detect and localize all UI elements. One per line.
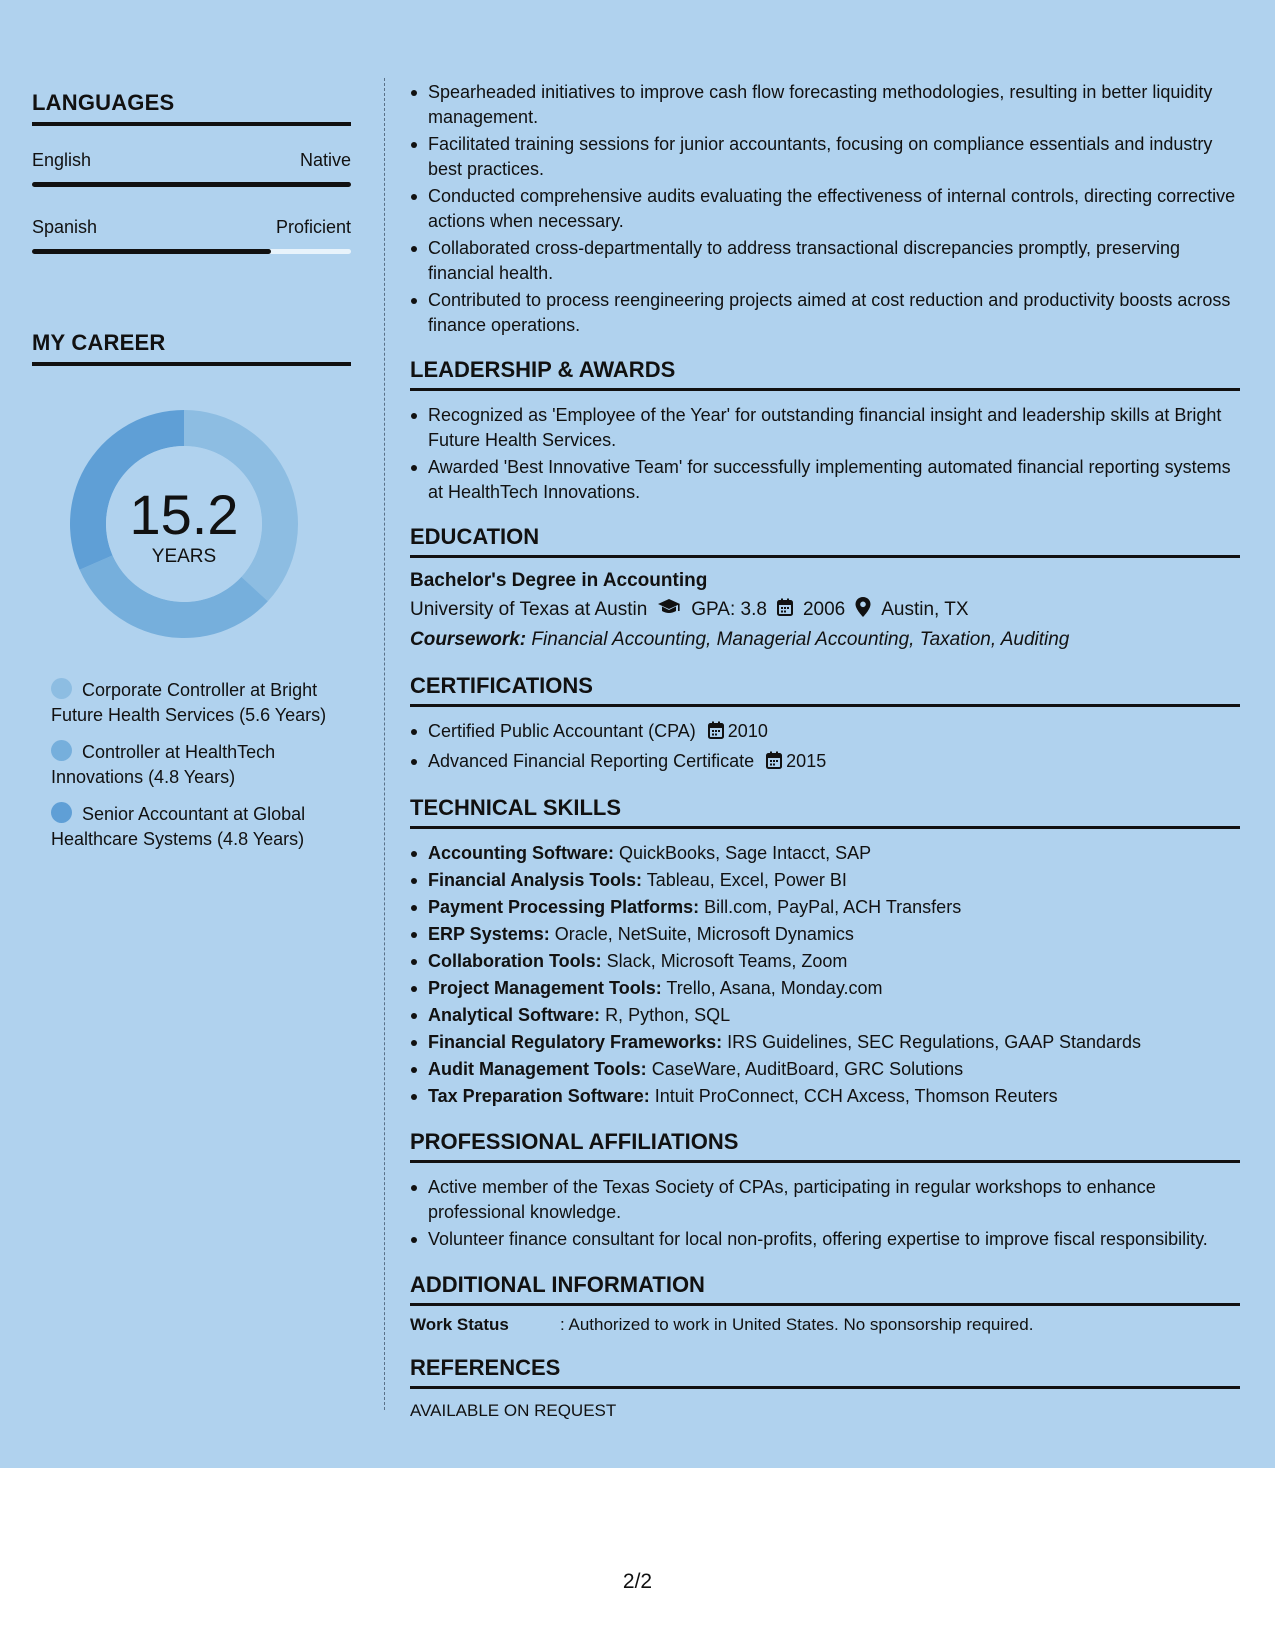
- skill-value: Slack, Microsoft Teams, Zoom: [606, 951, 848, 971]
- certification-item: [410, 719, 1240, 746]
- language-proficiency-fill: [32, 182, 351, 187]
- certifications-section: [410, 673, 1240, 775]
- language-proficiency-bar: [32, 249, 351, 254]
- leadership-item: Recognized as 'Employee of the Year' for outstanding financial insight and leadership skills at Bright Future Health Services.: [410, 403, 1240, 452]
- education-title: EDUCATION: [410, 524, 1240, 558]
- leadership-title: LEADERSHIP & AWARDS: [410, 357, 1240, 391]
- skill-item: [410, 1084, 1240, 1109]
- certification-year: 2010: [727, 721, 768, 741]
- legend-dot-icon: [51, 740, 72, 761]
- skill-label: ERP Systems:: [428, 924, 550, 944]
- skill-item: [410, 922, 1240, 947]
- skills-title: TECHNICAL SKILLS: [410, 795, 1240, 829]
- skill-value: QuickBooks, Sage Intacct, SAP: [619, 843, 872, 863]
- skill-value: Intuit ProConnect, CCH Axcess, Thomson Reuters: [654, 1086, 1058, 1106]
- certification-item: [410, 749, 1240, 776]
- skill-item: [410, 868, 1240, 893]
- graduation-cap-icon: [657, 598, 681, 622]
- right-column: [410, 80, 1240, 1421]
- skill-label: Financial Regulatory Frameworks:: [428, 1032, 723, 1052]
- skill-label: Accounting Software:: [428, 843, 615, 863]
- language-level: Native: [299, 150, 351, 170]
- affiliation-item: Active member of the Texas Society of CPAs, participating in regular workshops to enhance professional knowledge.: [410, 1175, 1240, 1224]
- career-legend-item: [51, 678, 341, 728]
- career-total-unit: YEARS: [151, 546, 217, 567]
- experience-bullet: Spearheaded initiatives to improve cash flow forecasting methodologies, resulting in better liquidity management.: [410, 80, 1240, 129]
- language-proficiency-fill: [32, 249, 271, 254]
- career-donut-chart: [64, 404, 304, 644]
- education-year: 2006: [802, 599, 846, 620]
- experience-bullet: Facilitated training sessions for junior accountants, focusing on compliance essentials and industry best practices.: [410, 132, 1240, 181]
- skill-value: Oracle, NetSuite, Microsoft Dynamics: [554, 924, 854, 944]
- education-coursework: [410, 629, 1240, 651]
- career-legend-item: [51, 802, 341, 852]
- skill-item: [410, 841, 1240, 866]
- certification-year: 2015: [786, 750, 827, 771]
- affiliations-section: [410, 1129, 1240, 1252]
- career-legend: [51, 678, 341, 852]
- languages-title: LANGUAGES: [32, 90, 351, 126]
- skill-label: Project Management Tools:: [428, 978, 662, 998]
- language-name: English: [32, 150, 92, 170]
- skill-label: Tax Preparation Software:: [428, 1086, 650, 1106]
- language-level: Proficient: [275, 217, 351, 237]
- coursework-label: Coursework:: [410, 629, 527, 650]
- additional-title: ADDITIONAL INFORMATION: [410, 1272, 1240, 1306]
- skill-value: Tableau, Excel, Power BI: [646, 870, 847, 890]
- skill-item: [410, 895, 1240, 920]
- skill-label: Payment Processing Platforms:: [428, 897, 700, 917]
- education-location: Austin, TX: [881, 599, 969, 620]
- experience-bullets: [410, 80, 1240, 337]
- skill-value: Bill.com, PayPal, ACH Transfers: [704, 897, 962, 917]
- career-legend-label: Corporate Controller at Bright Future Health Services (5.6 Years): [51, 680, 327, 725]
- skill-item: [410, 949, 1240, 974]
- skill-label: Audit Management Tools:: [428, 1059, 647, 1079]
- career-legend-label: Senior Accountant at Global Healthcare Systems (4.8 Years): [51, 804, 306, 849]
- language-item-spanish: [32, 217, 351, 254]
- language-item-english: [32, 150, 351, 187]
- calendar-icon: [777, 598, 793, 622]
- experience-bullet: Collaborated cross-departmentally to address transactional discrepancies promptly, preserving financial health.: [410, 236, 1240, 285]
- location-pin-icon: [855, 597, 871, 623]
- references-title: REFERENCES: [410, 1355, 1240, 1389]
- references-text: AVAILABLE ON REQUEST: [410, 1400, 617, 1420]
- coursework-value: Financial Accounting, Managerial Accounting, Taxation, Auditing: [531, 629, 1070, 650]
- calendar-icon: [766, 751, 782, 776]
- leadership-section: [410, 357, 1240, 504]
- left-column: [32, 90, 351, 864]
- references-section: [410, 1355, 1240, 1421]
- affiliations-title: PROFESSIONAL AFFILIATIONS: [410, 1129, 1240, 1163]
- leadership-item: Awarded 'Best Innovative Team' for successfully implementing automated financial reporting systems at HealthTech Innovations.: [410, 455, 1240, 504]
- additional-section: [410, 1272, 1240, 1335]
- affiliation-item: Volunteer finance consultant for local non-profits, offering expertise to improve fiscal responsibility.: [410, 1227, 1240, 1252]
- skill-value: R, Python, SQL: [605, 1005, 731, 1025]
- education-details: [410, 597, 1240, 623]
- experience-bullet: Contributed to process reengineering projects aimed at cost reduction and productivity boosts across finance operations.: [410, 288, 1240, 337]
- education-section: [410, 524, 1240, 651]
- education-degree: Bachelor's Degree in Accounting: [410, 570, 708, 591]
- education-school: University of Texas at Austin: [410, 599, 648, 620]
- skill-label: Financial Analysis Tools:: [428, 870, 643, 890]
- page-number: 2/2: [622, 1570, 653, 1593]
- language-name: Spanish: [32, 217, 98, 237]
- skill-item: [410, 1057, 1240, 1082]
- skill-item: [410, 1030, 1240, 1055]
- career-legend-label: Controller at HealthTech Innovations (4.8 Years): [51, 742, 276, 787]
- work-status-label: Work Status: [410, 1314, 509, 1334]
- certifications-title: CERTIFICATIONS: [410, 673, 1240, 707]
- calendar-icon: [708, 721, 724, 746]
- education-gpa: GPA: 3.8: [691, 599, 767, 620]
- skill-label: Analytical Software:: [428, 1005, 601, 1025]
- career-title: MY CAREER: [32, 330, 351, 366]
- certification-name: Advanced Financial Reporting Certificate: [428, 750, 755, 771]
- language-proficiency-bar: [32, 182, 351, 187]
- skill-label: Collaboration Tools:: [428, 951, 602, 971]
- skill-value: Trello, Asana, Monday.com: [666, 978, 883, 998]
- experience-bullet: Conducted comprehensive audits evaluating the effectiveness of internal controls, directing corrective actions when necessary.: [410, 184, 1240, 233]
- legend-dot-icon: [51, 802, 72, 823]
- work-status-row: [410, 1315, 1240, 1335]
- skill-item: [410, 1003, 1240, 1028]
- career-legend-item: [51, 740, 341, 790]
- work-status-value: : Authorized to work in United States. No sponsorship required.: [560, 1314, 1034, 1334]
- skill-value: IRS Guidelines, SEC Regulations, GAAP Standards: [727, 1032, 1141, 1052]
- certification-name: Certified Public Accountant (CPA): [428, 721, 696, 741]
- column-divider: [384, 78, 385, 1410]
- skills-section: [410, 795, 1240, 1109]
- career-total-years: 15.2: [129, 483, 239, 546]
- legend-dot-icon: [51, 678, 72, 699]
- skill-value: CaseWare, AuditBoard, GRC Solutions: [651, 1059, 964, 1079]
- skill-item: [410, 976, 1240, 1001]
